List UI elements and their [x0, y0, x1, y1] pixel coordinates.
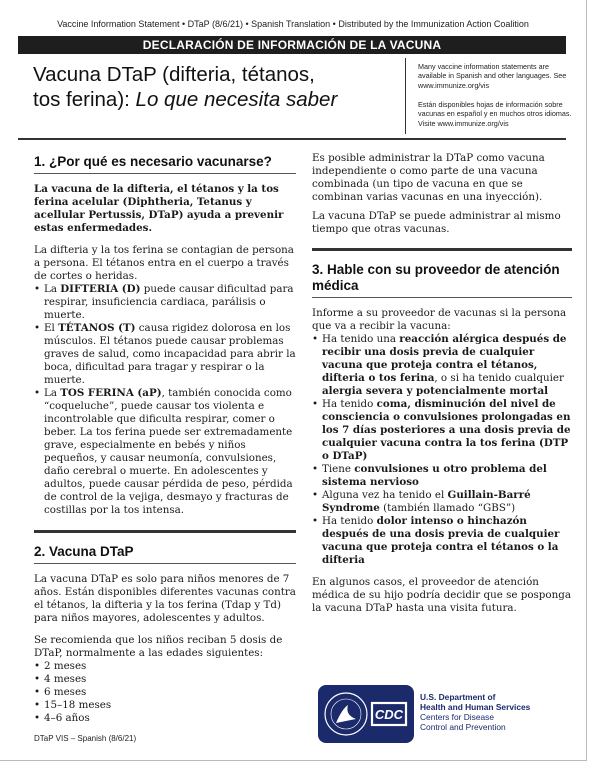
item-text: Tiene — [322, 463, 355, 475]
item-text: Ha tenido — [322, 398, 377, 410]
list-item — [34, 387, 296, 517]
item-text: El — [44, 322, 59, 334]
left-column — [34, 150, 296, 725]
age-item: • 2 meses — [34, 660, 296, 673]
right-p1: Es posible administrar la DTaP como vacuna independiente o como parte de una vacuna combinada (un tipo de vacuna en que se combinan varias vacunas en una inyección). — [312, 152, 545, 203]
intro-text: La vacuna de la difteria, el tétanos y la tos ferina acelular (Diphtheria, Tetanus y acellular Pertussis, DTaP) ayuda a prevenir estas enfermedades. — [34, 183, 284, 234]
page-title — [33, 62, 383, 112]
item-bold: TÉTANOS (T) — [58, 322, 136, 334]
item-text: Alguna vez ha tenido el — [322, 489, 448, 501]
age-item: • 6 meses — [34, 686, 296, 699]
title-line-2 — [33, 88, 337, 111]
header-rule — [18, 138, 566, 140]
item-bold: TOS FERINA (aP) — [60, 387, 162, 399]
section-1-heading — [34, 154, 296, 174]
agency-line-2: Health and Human Services — [420, 702, 531, 712]
item-text: (también llamado “GBS”) — [379, 502, 516, 514]
list-item — [312, 463, 572, 489]
section-1-spread: La difteria y la tos ferina se contagian de persona a persona. El tétanos entra en el cuerpo a través de cortes o heridas. — [34, 244, 294, 282]
agency-line-1: U.S. Department of — [420, 692, 496, 702]
item-bold: alergia severa y potencialmente mortal — [322, 385, 549, 397]
age-item: • 4 meses — [34, 673, 296, 686]
distribution-line: Vaccine Information Statement • DTaP (8/6/21) • Spanish Translation • Distributed by the Immunization Action Coalition — [57, 19, 529, 29]
item-text: causa rigidez dolorosa en los músculos. El tétanos puede causar problemas graves de salud, como incapacidad para abrir la boca, dificultad para tragar y respirar o la muerte. — [44, 322, 296, 386]
agency-line-4: Control and Prevention — [420, 722, 506, 732]
list-item — [312, 515, 572, 567]
list-item — [34, 322, 296, 387]
item-bold: Guillain-Barré Syndrome — [322, 489, 531, 514]
list-item — [312, 489, 572, 515]
agency-name — [420, 692, 530, 732]
item-text: puede causar dificultad para respirar, insuficiencia cardiaca, parálisis o muerte. — [44, 283, 294, 321]
item-text: Ha tenido — [322, 515, 377, 527]
section-1-title: 1. ¿Por qué es necesario vacunarse? — [34, 154, 296, 174]
age-item: • 15–18 meses — [34, 699, 296, 712]
list-item — [312, 398, 572, 463]
section-3-title: 3. Hable con su proveedor de atención médica — [312, 262, 572, 298]
list-item — [312, 333, 572, 398]
section-2-p1: La vacuna DTaP es solo para niños menores de 7 años. Están disponibles diferentes vacunas contra el tétanos, la difteria y la tos ferina (Tdap y Td) para niños mayores, adolescentes y adultos. — [34, 573, 296, 624]
right-p2: La vacuna DTaP se puede administrar al mismo tiempo que otras vacunas. — [312, 210, 561, 235]
disease-list — [34, 283, 296, 517]
item-text: La — [44, 387, 61, 399]
item-text: La — [44, 283, 61, 295]
ages-list — [34, 660, 296, 725]
section-1-intro — [34, 183, 296, 235]
hhs-cdc-logo — [318, 685, 414, 747]
item-bold: dolor intenso o hinchazón después de una dosis previa de cualquier vacuna que proteja contra el tétanos o la difteria — [322, 515, 560, 566]
item-text: Ha tenido una — [322, 333, 400, 345]
right-column — [312, 152, 572, 615]
header-divider — [405, 58, 406, 134]
section-3-intro: Informe a su proveedor de vacunas si la persona que va a recibir la vacuna: — [312, 307, 567, 332]
section-3-heading — [312, 248, 572, 298]
item-bold: coma, disminución del nivel de consciencia o convulsiones prolongadas en los 7 días posteriores a una dosis previa de cualquier vacuna contra la tos ferina (DTP o DTaP) — [322, 398, 571, 462]
note-spanish: Están disponibles hojas de información sobre vacunas en español y en muchos otros idiomas. Visite www.immunize.org/vis — [418, 100, 572, 128]
section-3-outro: En algunos casos, el proveedor de atención médica de su hijo podría decidir que se posponga la vacuna DTaP hasta una visita futura. — [312, 576, 571, 614]
item-bold: DIFTERIA (D) — [60, 283, 141, 295]
note-english: Many vaccine information statements are available in Spanish and other languages. See www.immunize.org/vis — [418, 62, 567, 90]
item-text: , o si ha tenido cualquier — [434, 372, 564, 384]
title-line-1: Vacuna DTaP (difteria, tétanos, — [33, 63, 315, 86]
list-item — [34, 283, 296, 322]
statement-banner: DECLARACIÓN DE INFORMACIÓN DE LA VACUNA — [18, 36, 566, 54]
title-italic: Lo que necesita saber — [135, 88, 338, 111]
item-bold: reacción alérgica después de recibir una dosis previa de cualquier vacuna que proteja contra el tétanos, difteria o tos ferina — [322, 333, 567, 384]
section-2-title: 2. Vacuna DTaP — [34, 544, 296, 564]
age-item: • 4–6 años — [34, 712, 296, 725]
item-bold: convulsiones u otro problema del sistema nervioso — [322, 463, 547, 488]
section-2-p2: Se recomienda que los niños reciban 5 dosis de DTaP, normalmente a las edades siguientes: — [34, 634, 283, 659]
condition-list — [312, 333, 572, 567]
title-plain: tos ferina): — [33, 88, 136, 111]
cdc-logo-text: CDC — [374, 707, 404, 722]
footer-code: DTaP VIS – Spanish (8/6/21) — [34, 734, 137, 743]
agency-line-3: Centers for Disease — [420, 712, 495, 722]
section-2-heading — [34, 530, 296, 564]
item-text: , también conocida como “coqueluche”, puede causar tos violenta e incontrolable que dificulta respirar, comer o beber. La tos ferina puede ser extremadamente grave, especialmente en bebés y niños pequeños, y causar neumonía, convulsiones, daño cerebral o muerte. En adolescentes y adultos, puede causar pérdida de peso, pérdida de control de la vejiga, desmayo y fracturas de costillas por la tos intensa. — [44, 387, 293, 516]
